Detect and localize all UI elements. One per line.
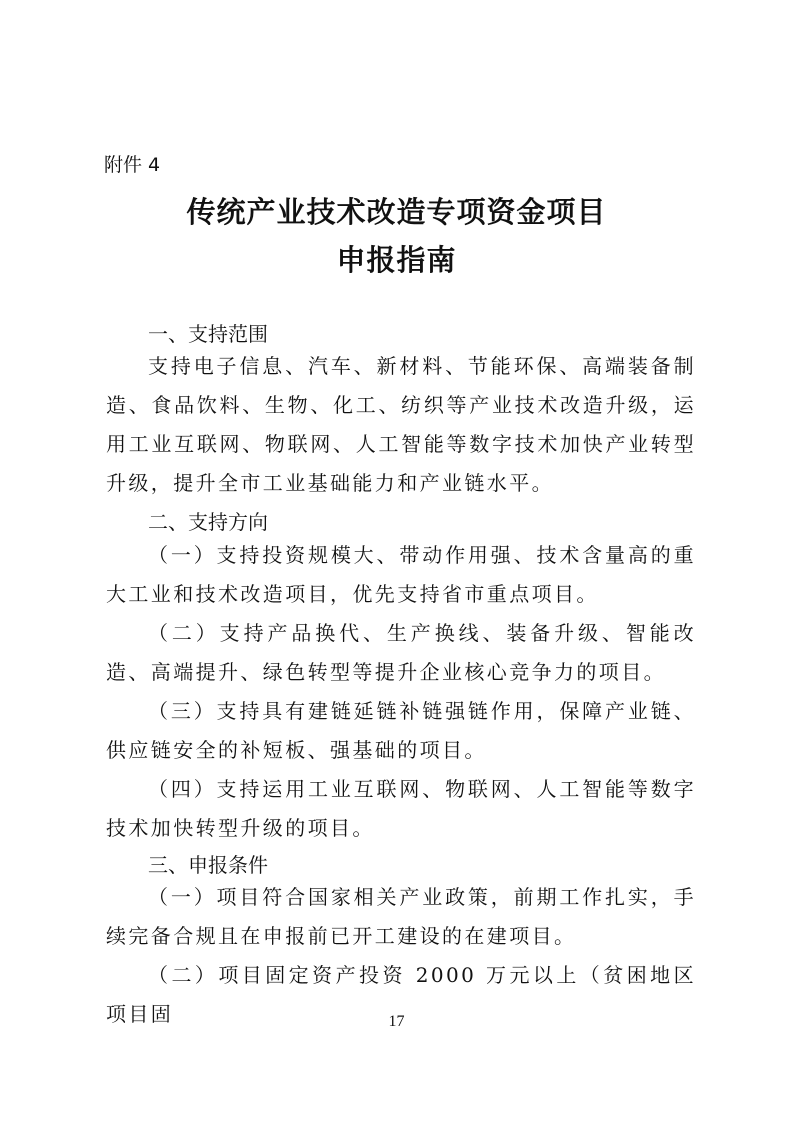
- attachment-label: 附件 4: [104, 154, 161, 176]
- direction-item-3: （三）支持具有建链延链补链强链作用，保障产业链、供应链安全的补短板、强基础的项目。: [106, 699, 696, 762]
- direction-item-2: （二）支持产品换代、生产换线、装备升级、智能改造、高端提升、绿色转型等提升企业核心竞争力的项目。: [106, 621, 696, 684]
- document-title-line-2: 申报指南: [336, 243, 457, 277]
- page-number: 17: [388, 1013, 405, 1030]
- document-title-line-1: 传统产业技术改造专项资金项目: [186, 195, 607, 229]
- section-heading-conditions: 三、申报条件: [148, 853, 268, 877]
- section-paragraph-scope: 支持电子信息、汽车、新材料、节能环保、高端装备制造、食品饮料、生物、化工、纺织等产业技术改造升级，运用工业互联网、物联网、人工智能等数字技术加快产业转型升级，提升全市工业基础能力和产业链水平。: [106, 354, 696, 495]
- section-heading-direction: 二、支持方向: [148, 510, 268, 534]
- section-heading-scope: 一、支持范围: [148, 322, 268, 346]
- condition-item-2: （二）项目固定资产投资 2000 万元以上（贫困地区项目固: [106, 963, 696, 1026]
- direction-item-4: （四）支持运用工业互联网、物联网、人工智能等数字技术加快转型升级的项目。: [106, 777, 696, 840]
- condition-item-1: （一）项目符合国家相关产业政策，前期工作扎实，手续完备合规且在申报前已开工建设的在建项目。: [106, 885, 696, 948]
- direction-item-1: （一）支持投资规模大、带动作用强、技术含量高的重大工业和技术改造项目，优先支持省市重点项目。: [106, 543, 696, 606]
